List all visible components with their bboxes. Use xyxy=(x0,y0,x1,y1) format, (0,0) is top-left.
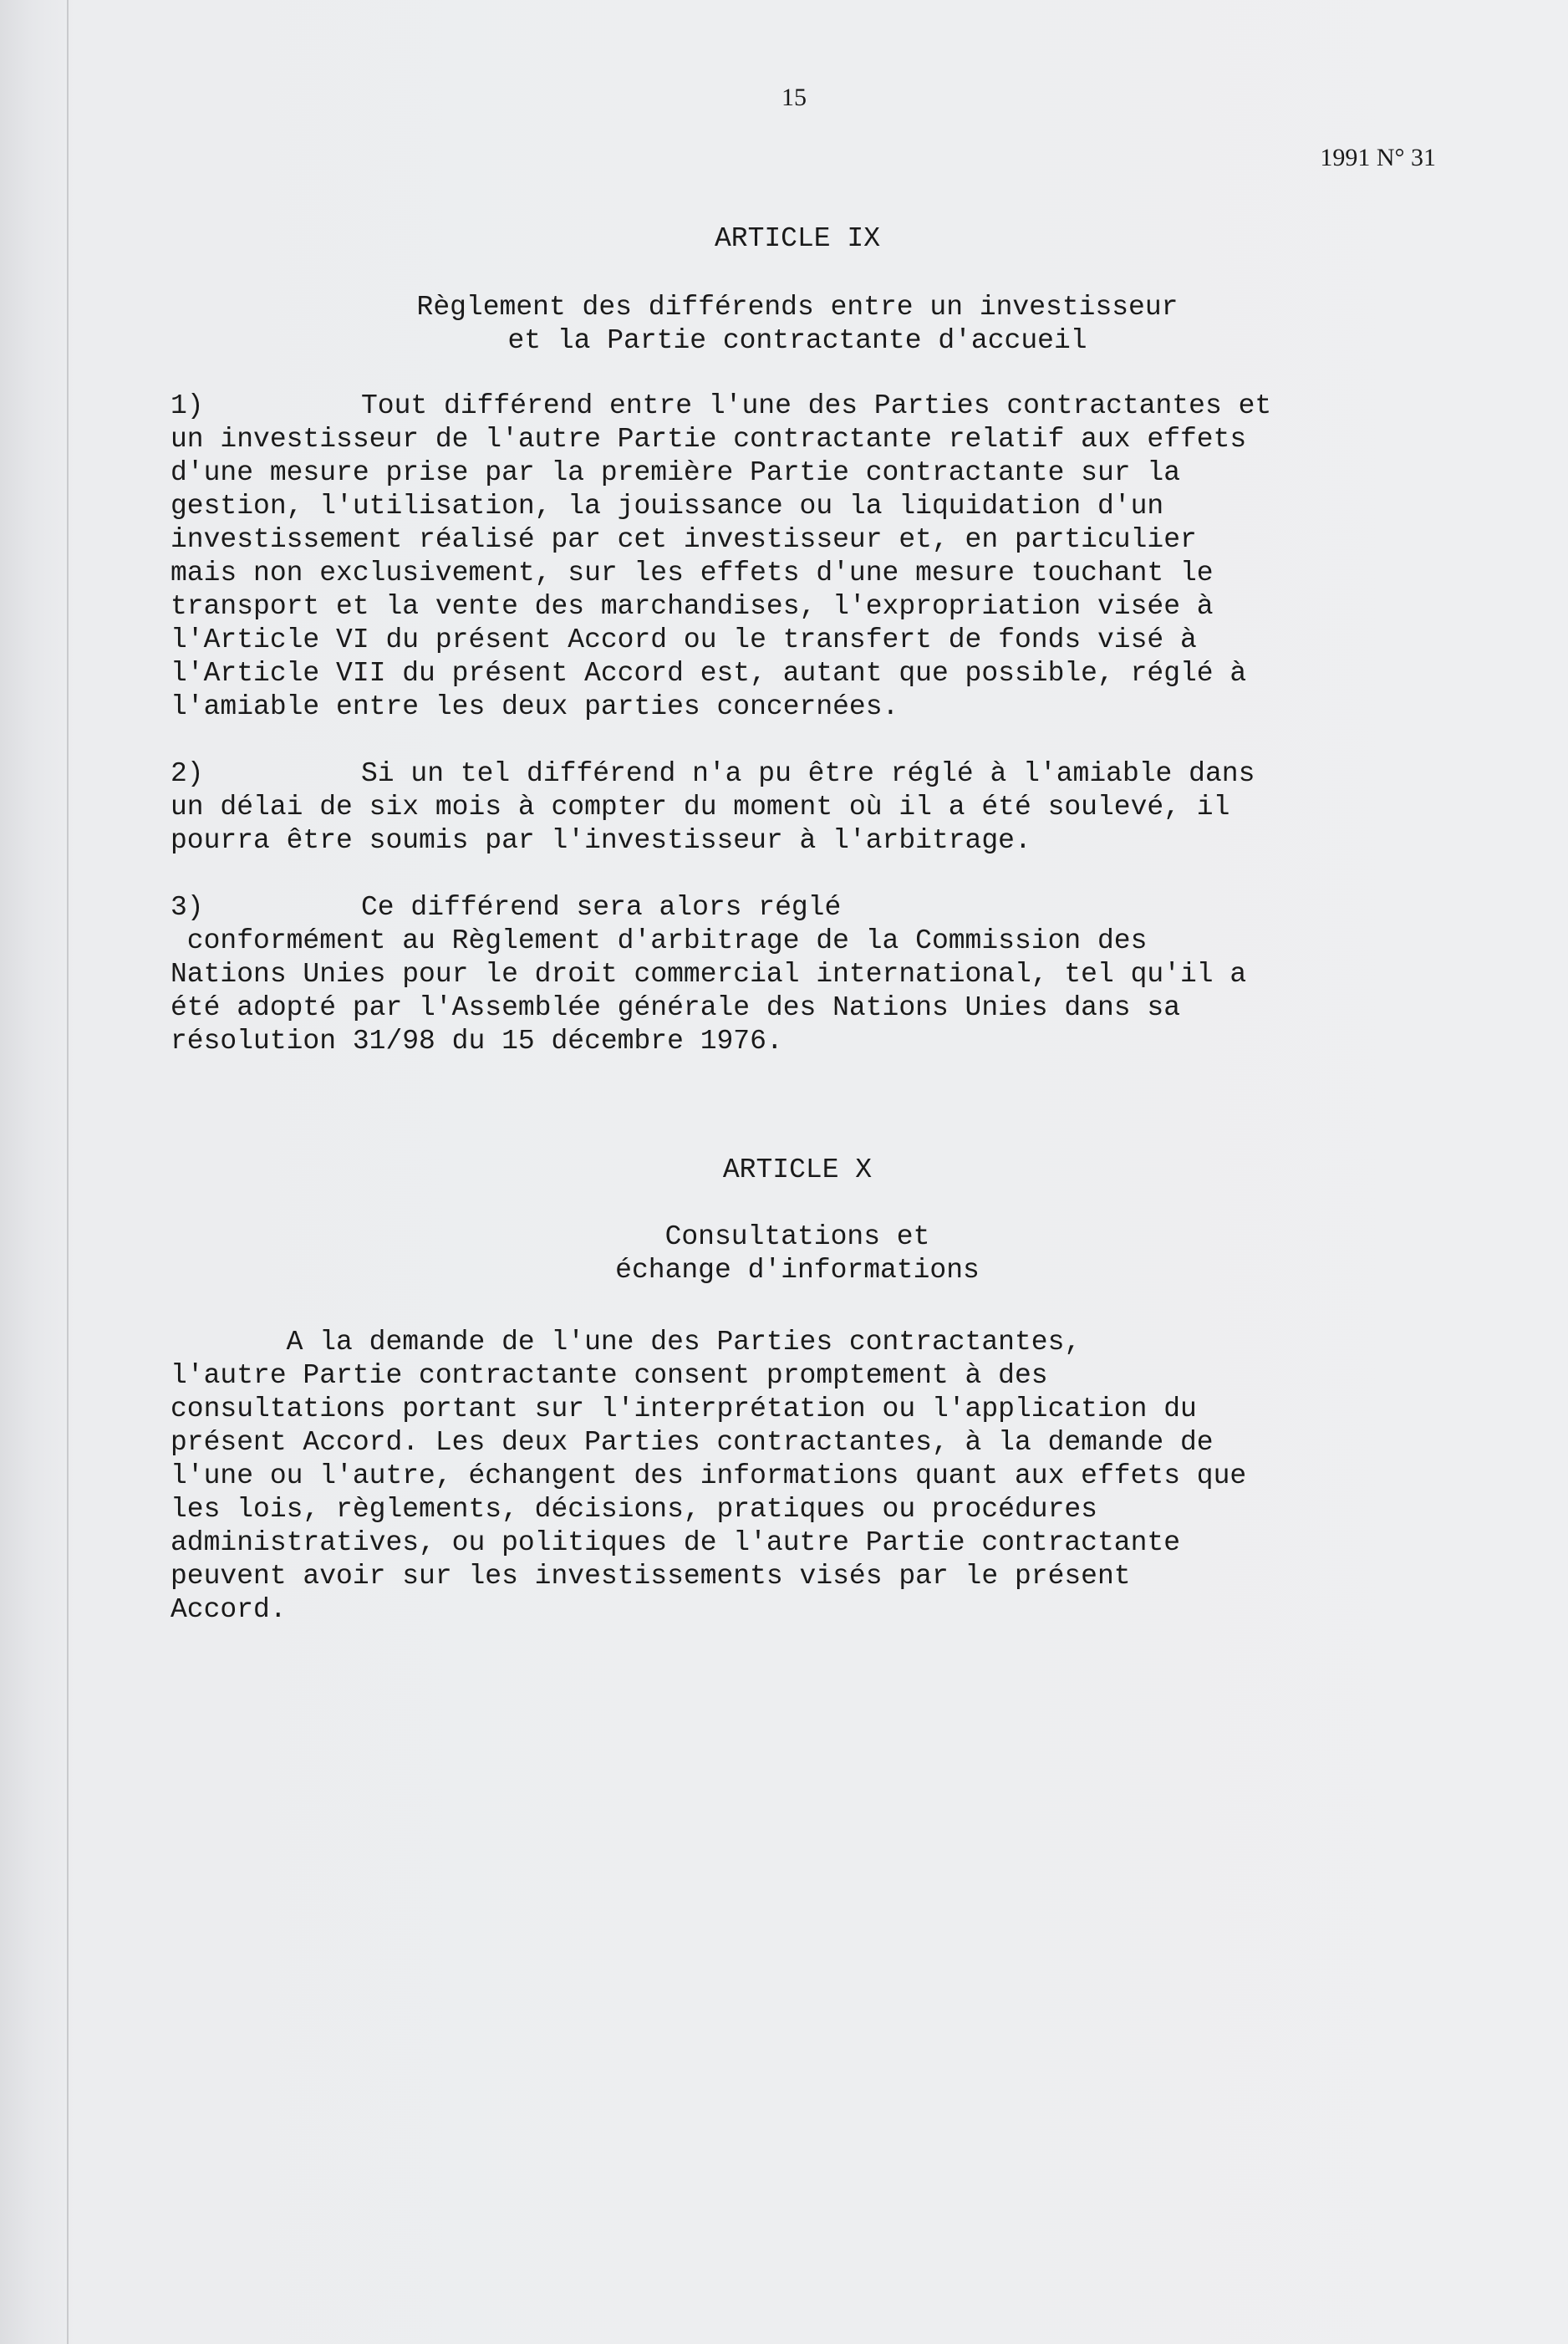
text-line: Ce différend sera alors réglé xyxy=(361,892,842,923)
article-ix-title: ARTICLE IX xyxy=(714,223,881,254)
text-line: mais non exclusivement, sur les effets d'une mesure touchant le xyxy=(171,558,1214,589)
text-line: l'amiable entre les deux parties concernées. xyxy=(171,691,899,722)
paragraph-number: 1) xyxy=(171,390,204,421)
article-ix-paragraph-2 xyxy=(171,757,1441,858)
text-line: administratives, ou politiques de l'autre Partie contractante xyxy=(171,1527,1180,1558)
text-line: A la demande de l'une des Parties contractantes, xyxy=(171,1327,1082,1358)
text-line: un délai de six mois à compter du moment où il a été soulevé, il xyxy=(171,792,1230,823)
text-line: peuvent avoir sur les investissements visés par le présent xyxy=(171,1561,1131,1592)
text-line: l'autre Partie contractante consent promptement à des xyxy=(171,1360,1048,1391)
text-line: Accord. xyxy=(171,1594,287,1625)
text-line: l'Article VI du présent Accord ou le transfert de fonds visé à xyxy=(171,624,1197,655)
text-line: transport et la vente des marchandises, l'expropriation visée à xyxy=(171,591,1214,622)
text-line: Nations Unies pour le droit commercial international, tel qu'il a xyxy=(171,959,1247,990)
article-x-subtitle-line2: échange d'informations xyxy=(615,1255,980,1286)
text-line: Tout différend entre l'une des Parties contractantes et xyxy=(361,390,1272,421)
text-line: consultations portant sur l'interprétation ou l'application du xyxy=(171,1394,1197,1424)
text-line: investissement réalisé par cet investisseur et, en particulier xyxy=(171,524,1197,555)
text-line: d'une mesure prise par la première Partie contractante sur la xyxy=(171,457,1180,488)
article-ix-paragraph-3 xyxy=(171,891,1441,1058)
text-line: Si un tel différend n'a pu être réglé à l'amiable dans xyxy=(361,758,1255,789)
article-x-paragraph xyxy=(171,1326,1441,1627)
text-line: pourra être soumis par l'investisseur à l'arbitrage. xyxy=(171,825,1031,856)
article-ix-subtitle-line1: Règlement des différends entre un investisseur xyxy=(416,292,1179,323)
article-x-subtitle-line1: Consultations et xyxy=(664,1221,930,1252)
text-line: les lois, règlements, décisions, pratiques ou procédures xyxy=(171,1494,1097,1525)
text-line: l'Article VII du présent Accord est, autant que possible, réglé à xyxy=(171,658,1247,689)
page-number: 15 xyxy=(781,84,807,111)
binding-edge xyxy=(67,0,69,2344)
article-ix-paragraph-1 xyxy=(171,390,1441,724)
article-x-title: ARTICLE X xyxy=(722,1154,873,1185)
text-line: conformément au Règlement d'arbitrage de la Commission des xyxy=(171,925,1148,956)
text-line: gestion, l'utilisation, la jouissance ou la liquidation d'un xyxy=(171,491,1164,522)
paragraph-number: 3) xyxy=(171,892,204,923)
text-line: présent Accord. Les deux Parties contractantes, à la demande de xyxy=(171,1427,1214,1458)
text-line: résolution 31/98 du 15 décembre 1976. xyxy=(171,1026,783,1057)
article-ix-subtitle-line2: et la Partie contractante d'accueil xyxy=(507,325,1087,356)
document-reference: 1991 N° 31 xyxy=(1320,144,1436,171)
text-line: un investisseur de l'autre Partie contractante relatif aux effets xyxy=(171,424,1247,455)
text-line: été adopté par l'Assemblée générale des Nations Unies dans sa xyxy=(171,992,1180,1023)
paragraph-number: 2) xyxy=(171,758,204,789)
text-line: l'une ou l'autre, échangent des informations quant aux effets que xyxy=(171,1460,1247,1491)
